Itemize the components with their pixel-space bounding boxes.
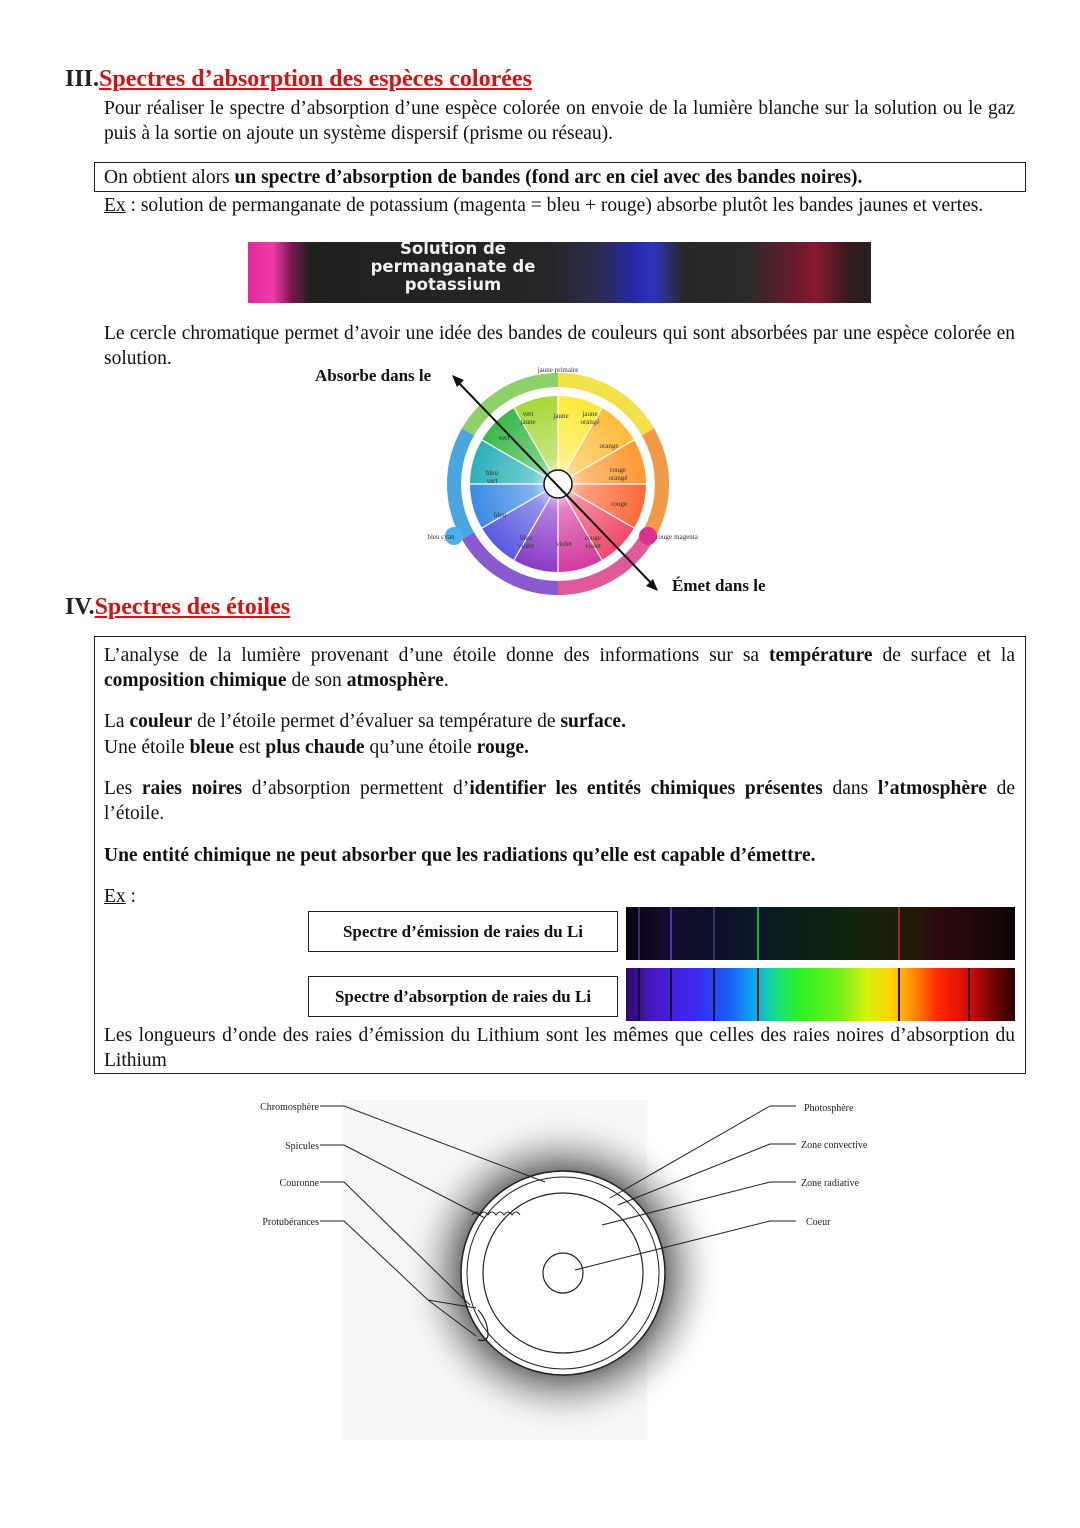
svg-text:violet: violet	[518, 542, 534, 550]
svg-text:bleu cyan: bleu cyan	[427, 533, 455, 541]
section3-definition-box	[94, 162, 1026, 192]
svg-text:jaune: jaune	[553, 412, 569, 420]
section4-number: IV.	[65, 594, 95, 620]
svg-text:jaune: jaune	[520, 418, 536, 426]
label-coeur: Coeur	[806, 1217, 831, 1228]
svg-text:vert: vert	[486, 477, 498, 485]
svg-text:rouge: rouge	[585, 534, 601, 542]
section4-conclusion: Les longueurs d’onde des raies d’émission du Lithium sont les mêmes que celles des raies noires d’absorption du Lithium	[104, 1025, 1015, 1071]
section4-heading	[65, 594, 290, 621]
svg-text:bleu: bleu	[519, 534, 533, 542]
section4-p1: L’analyse de la lumière provenant d’une étoile donne des informations sur sa température de surface et la composition chimique de son atmosphère.	[104, 645, 1015, 691]
spectrum-caption: Solution de permanganate de potassium	[370, 242, 536, 294]
svg-text:violet: violet	[585, 542, 601, 550]
svg-text:bleu: bleu	[493, 511, 507, 519]
absorption-label-box: Spectre d’absorption de raies du Li	[308, 976, 618, 1017]
svg-text:bleu: bleu	[485, 469, 499, 477]
label-zone-radiative: Zone radiative	[801, 1178, 860, 1189]
label-photosphere: Photosphère	[804, 1103, 854, 1114]
svg-text:orangé: orangé	[608, 474, 628, 482]
ex-label: Ex	[104, 195, 126, 216]
sun-core	[543, 1253, 583, 1293]
absorption-spectrum	[626, 968, 1015, 1021]
svg-text:orangé: orangé	[580, 418, 600, 426]
svg-text:magenta: magenta	[674, 533, 698, 541]
emission-label-box: Spectre d’émission de raies du Li	[308, 911, 618, 952]
section4-p2: La couleur de l’étoile permet d’évaluer sa température de surface.	[104, 711, 626, 732]
label-protuberances: Protubérances	[262, 1217, 319, 1228]
emet-label: Émet dans le	[672, 576, 766, 595]
absorbe-label: Absorbe dans le	[315, 366, 432, 385]
permanganate-spectrum	[248, 242, 871, 303]
section4-p5: Une entité chimique ne peut absorber que les radiations qu’elle est capable d’émettre.	[104, 845, 816, 866]
sun-diagram	[240, 1090, 900, 1450]
svg-text:rouge: rouge	[610, 466, 626, 474]
section4-title: Spectres des étoiles	[94, 594, 291, 620]
label-jaune-primaire: jaune primaire	[537, 366, 579, 374]
svg-text:vert: vert	[498, 434, 510, 442]
svg-text:jaune: jaune	[582, 410, 598, 418]
svg-text:violet: violet	[556, 540, 572, 548]
svg-text:rouge: rouge	[656, 533, 672, 541]
color-wheel	[420, 360, 710, 600]
section4-ex: Ex :	[104, 886, 136, 907]
emission-spectrum	[626, 907, 1015, 960]
label-zone-convective: Zone convective	[801, 1140, 868, 1151]
svg-text:orange: orange	[599, 442, 619, 450]
cercle-text: Le cercle chromatique permet d’avoir une idée des bandes de couleurs qui sont absorbées par une espèce colorée en solution.	[104, 323, 1015, 369]
section3-example: Ex : solution de permanganate de potassium (magenta = bleu + rouge) absorbe plutôt les bandes jaunes et vertes.	[104, 195, 984, 216]
wheel-center	[544, 470, 572, 498]
svg-text:vert: vert	[522, 410, 534, 418]
section4-p4: Les raies noires d’absorption permettent d’identifier les entités chimiques présentes dans l’atmosphère de l’étoile.	[104, 778, 1016, 824]
label-couronne: Couronne	[279, 1178, 319, 1189]
section3-title: Spectres d’absorption des espèces colorées	[99, 66, 532, 92]
svg-text:rouge: rouge	[611, 500, 627, 508]
section3-number: III.	[65, 66, 100, 92]
label-chromosphere: Chromosphère	[260, 1102, 319, 1113]
section4-p3: Une étoile bleue est plus chaude qu’une étoile rouge.	[104, 737, 529, 758]
section3-definition: On obtient alors un spectre d’absorption de bandes (fond arc en ciel avec des bandes noires).	[104, 167, 863, 188]
section3-heading	[65, 66, 532, 93]
label-spicules: Spicules	[285, 1141, 319, 1152]
section3-intro: Pour réaliser le spectre d’absorption d’une espèce colorée on envoie de la lumière blanche sur la solution ou le gaz puis à la sortie on ajoute un système dispersif (prisme ou réseau).	[104, 98, 1015, 144]
